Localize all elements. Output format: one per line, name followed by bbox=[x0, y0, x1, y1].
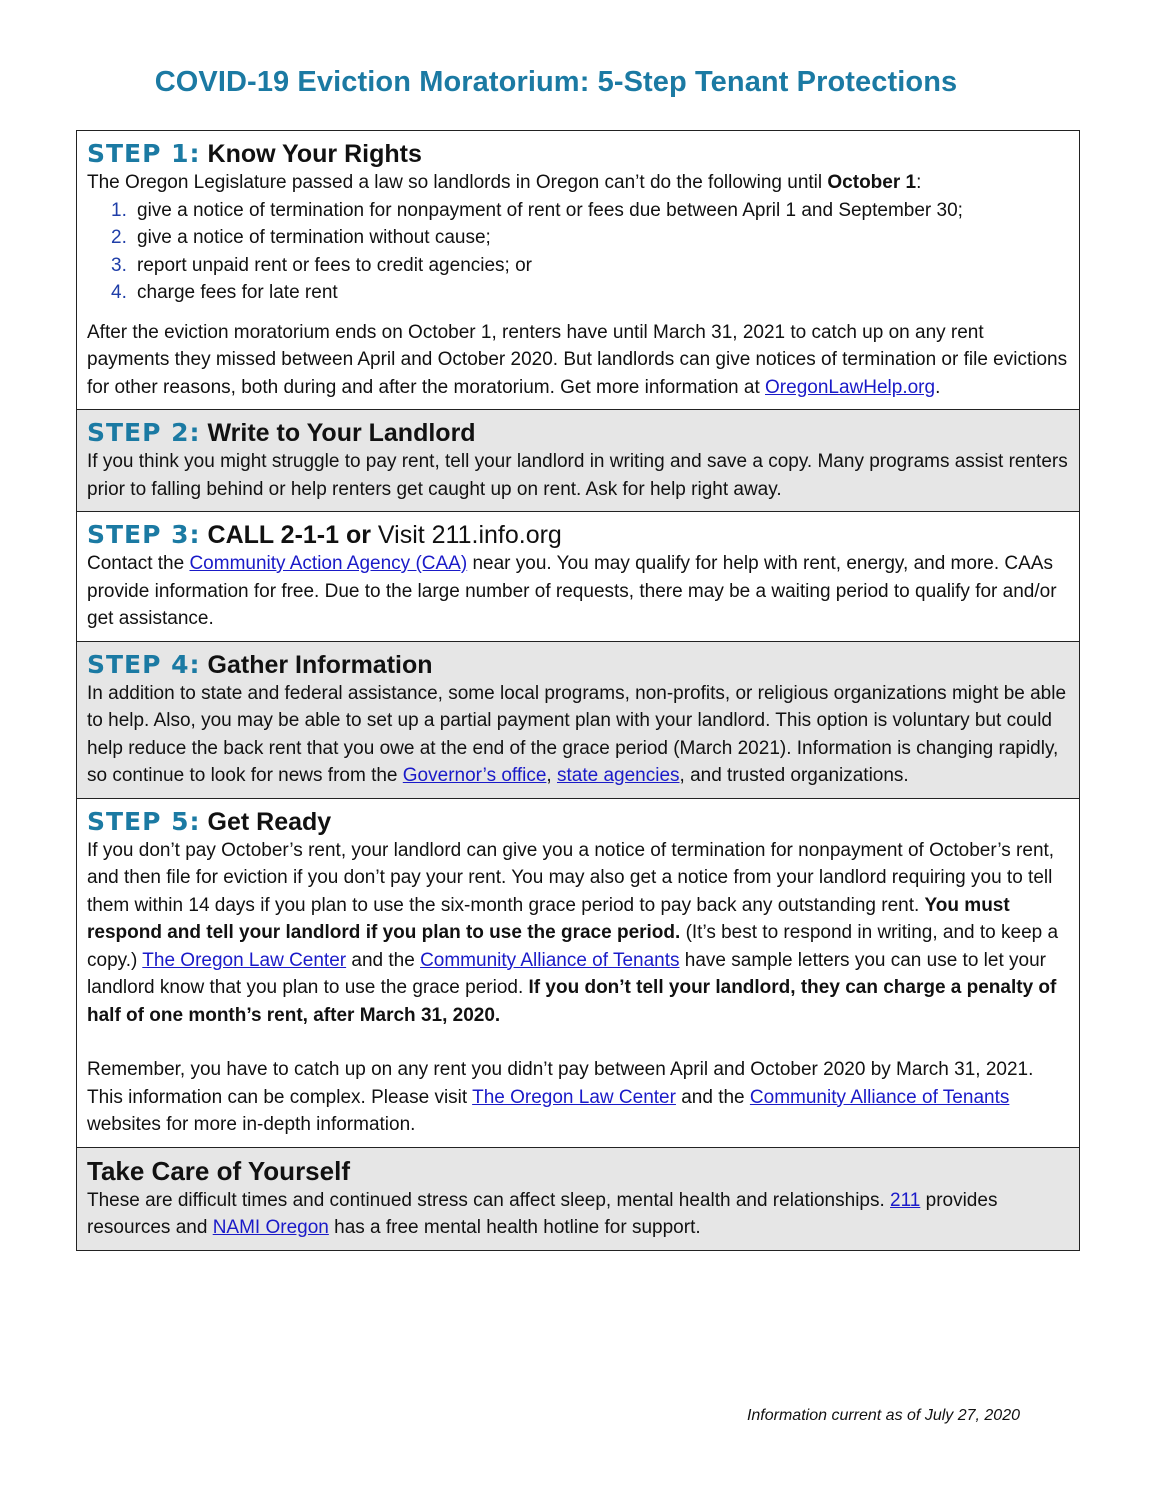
list-item: 3. report unpaid rent or fees to credit agencies; or bbox=[111, 254, 533, 276]
state-agencies-link[interactable]: state agencies bbox=[556, 765, 680, 786]
step1-title: Know Your Rights bbox=[207, 140, 422, 168]
step4-label: STEP 4: bbox=[87, 649, 201, 679]
step2-heading bbox=[87, 416, 1069, 450]
step5-heading bbox=[87, 805, 1069, 839]
footer-date-note: Information current as of July 27, 2020 bbox=[746, 1407, 1020, 1424]
step4-text: In addition to state and federal assistance, some local programs, non-profits, or religious organizations might be able to help. Also, you may be able to set up a partial payment plan with your landlord. This option is voluntary but could help reduce the back rent that you owe at the end of the grace period (March 2021). Information is changing rapidly, so continue to look for news from the Governor’s office, state agencies, and trusted organizations. bbox=[87, 682, 1067, 786]
step5-paragraph-2: Remember, you have to catch up on any rent you didn’t pay between April and October 2020 by March 31, 2021. This information can be complex. Please visit The Oregon Law Center and the Community Alliance of Tenants websites for more in-depth information. bbox=[87, 1059, 1034, 1135]
211-link[interactable]: 211 bbox=[890, 1189, 921, 1211]
governors-office-link[interactable]: Governor’s office bbox=[402, 765, 547, 786]
step1-section bbox=[77, 131, 1079, 410]
step4-title: Gather Information bbox=[207, 650, 433, 679]
step3-heading bbox=[87, 518, 1069, 552]
list-item: 1. give a notice of termination for nonpayment of rent or fees due between April 1 and September 30; bbox=[111, 199, 963, 221]
step2-text: If you think you might struggle to pay rent, tell your landlord in writing and save a copy. Many programs assist renters prior to falling behind or help renters get caught up on rent. Ask for help right away. bbox=[87, 451, 1068, 500]
step4-heading bbox=[87, 648, 1069, 682]
selfcare-section bbox=[77, 1148, 1079, 1250]
step2-label: STEP 2: bbox=[87, 418, 201, 447]
step5-section bbox=[77, 799, 1079, 1148]
step1-paragraph: After the eviction moratorium ends on October 1, renters have until March 31, 2021 to catch up on any rent payments they missed between April and October 2020. But landlords can give notices of termination or file evictions for other reasons, both during and after the moratorium. Get more information at OregonLawHelp.org. bbox=[87, 321, 1068, 398]
step3-text: Contact the Community Action Agency (CAA) near you. You may qualify for help with rent, energy, and more. CAAs provide information for free. Due to the large number of requests, there may be a waiting period to qualify for and/or get assistance. bbox=[87, 553, 1057, 629]
steps-container bbox=[76, 130, 1080, 1251]
step3-title-bold: CALL 2-1-1 or bbox=[207, 521, 371, 549]
step3-title-visit: Visit 211.info.org bbox=[370, 521, 562, 549]
step3-label: STEP 3: bbox=[87, 520, 201, 549]
step1-list bbox=[87, 197, 1069, 307]
step5-label: STEP 5: bbox=[87, 806, 201, 836]
oregon-law-center-link-2[interactable]: The Oregon Law Center bbox=[472, 1086, 676, 1108]
community-alliance-link[interactable]: Community Alliance of Tenants bbox=[420, 949, 680, 971]
caa-link[interactable]: Community Action Agency (CAA) bbox=[189, 553, 468, 574]
step1-intro: The Oregon Legislature passed a law so landlords in Oregon can’t do the following until October 1: bbox=[87, 172, 922, 193]
step1-heading bbox=[87, 137, 1069, 171]
step2-section bbox=[77, 410, 1079, 512]
step5-paragraph-1: If you don’t pay October’s rent, your landlord can give you a notice of termination for nonpayment of October’s rent, and then file for eviction if you don’t pay your rent. You may also get a notice from your landlord requiring you to tell them within 14 days if you plan to use the six-month grace period to pay back any outstanding rent. You must respond and tell your landlord if you plan to use the grace period. (It’s best to respond in writing, and to keep a copy.) The Oregon Law Center and the Community Alliance of Tenants have sample letters you can use to let your landlord know that you plan to use the grace period. If you don’t tell your landlord, they can charge a penalty of half of one month’s rent, after March 31, 2020. bbox=[87, 839, 1059, 1026]
list-item: 2. give a notice of termination without cause; bbox=[111, 227, 491, 248]
list-item: 4. charge fees for late rent bbox=[111, 282, 338, 303]
page-title: COVID-19 Eviction Moratorium: 5-Step Tenant Protections bbox=[154, 66, 958, 98]
oregonlawhelp-link[interactable]: OregonLawHelp.org bbox=[765, 376, 936, 398]
step5-title: Get Ready bbox=[207, 807, 332, 836]
oregon-law-center-link[interactable]: The Oregon Law Center bbox=[142, 949, 347, 971]
nami-oregon-link[interactable]: NAMI Oregon bbox=[212, 1217, 329, 1238]
step3-section bbox=[77, 512, 1079, 642]
selfcare-text: These are difficult times and continued stress can affect sleep, mental health and relationships. 211 provides resources and NAMI Oregon has a free mental health hotline for support. bbox=[87, 1189, 998, 1238]
community-alliance-link-2[interactable]: Community Alliance of Tenants bbox=[749, 1086, 1010, 1108]
step1-label: STEP 1: bbox=[87, 139, 201, 168]
step4-section bbox=[77, 642, 1079, 799]
step2-title: Write to Your Landlord bbox=[207, 419, 476, 447]
selfcare-heading: Take Care of Yourself bbox=[87, 1155, 350, 1186]
